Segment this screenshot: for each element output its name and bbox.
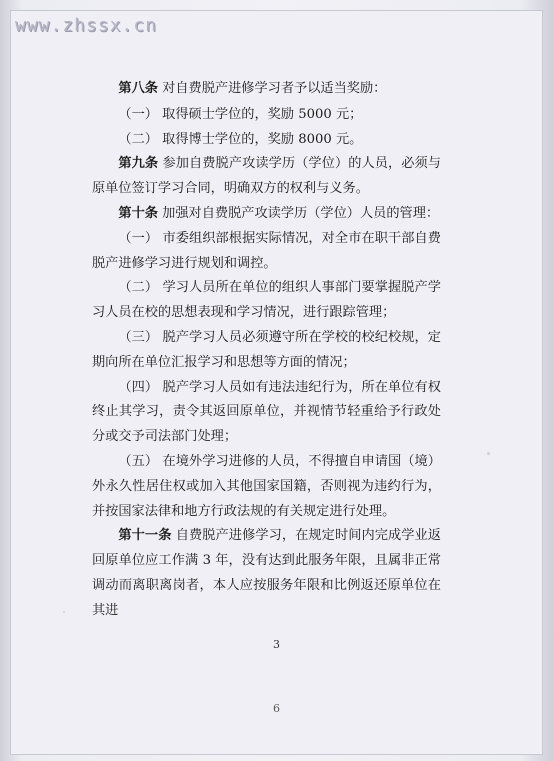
paragraph	[92, 227, 441, 277]
paragraph	[92, 202, 441, 227]
article-heading: 第八条	[118, 81, 158, 96]
paragraph	[92, 326, 441, 376]
paragraph	[92, 152, 441, 202]
paragraph	[92, 376, 441, 450]
paragraph-text: （一） 取得硕士学位的，奖励 5000 元；	[118, 106, 363, 122]
paragraph-text: （三） 脱产学习人员必须遵守所在学校的校纪校规，定期向所在单位汇报学习和思想等方面的情况；	[92, 329, 441, 370]
paragraph-text: 参加自费脱产攻读学历（学位）的人员，必须与原单位签订学习合同，明确双方的权利与义务。	[92, 156, 441, 197]
paragraph	[92, 128, 441, 153]
article-heading: 第十一条	[118, 528, 172, 544]
document-body	[92, 77, 441, 624]
page-number-inner: 3	[273, 638, 280, 651]
scan-speck	[487, 452, 490, 455]
paragraph	[92, 524, 441, 623]
paragraph-text: 自费脱产进修学习，在规定时间内完成学业返回原单位应工作满 3 年，没有达到此服务年限，且属非正常调动而离职离岗者，本人应按服务年限和比例返还原单位在其进	[92, 528, 441, 618]
scan-speck	[63, 611, 65, 613]
page-number-outer: 6	[273, 702, 280, 715]
article-heading: 第十条	[118, 205, 158, 221]
paragraph	[92, 450, 441, 524]
paragraph-text: （二） 取得博士学位的，奖励 8000 元。	[118, 131, 363, 147]
article-heading: 第九条	[118, 156, 159, 172]
paragraph	[92, 77, 441, 102]
paragraph-text: （五） 在境外学习进修的人员，不得擅自申请国（境）外永久性居住权或加入其他国家国籍，否则视为违约行为，并按国家法律和地方行政法规的有关规定进行处理。	[92, 453, 441, 519]
paragraph-text: 对自费脱产进修学习者予以适当奖励：	[157, 81, 387, 96]
paragraph	[92, 103, 441, 128]
paragraph-text: 加强对自费脱产攻读学历（学位）人员的管理：	[157, 205, 440, 221]
paragraph	[92, 276, 441, 326]
paragraph-text: （四） 脱产学习人员如有违法违纪行为，所在单位有权终止其学习，责令其返回原单位，并视情节轻重给予行政处分或交予司法部门处理；	[92, 379, 441, 445]
watermark-text: www.zhssx.cn	[15, 15, 158, 36]
paragraph-text: （一） 市委组织部根据实际情况，对全市在职干部自费脱产进修学习进行规划和调控。	[92, 230, 441, 271]
paragraph-text: （二） 学习人员所在单位的组织人事部门要掌握脱产学习人员在校的思想表现和学习情况，进行跟踪管理；	[92, 280, 441, 321]
